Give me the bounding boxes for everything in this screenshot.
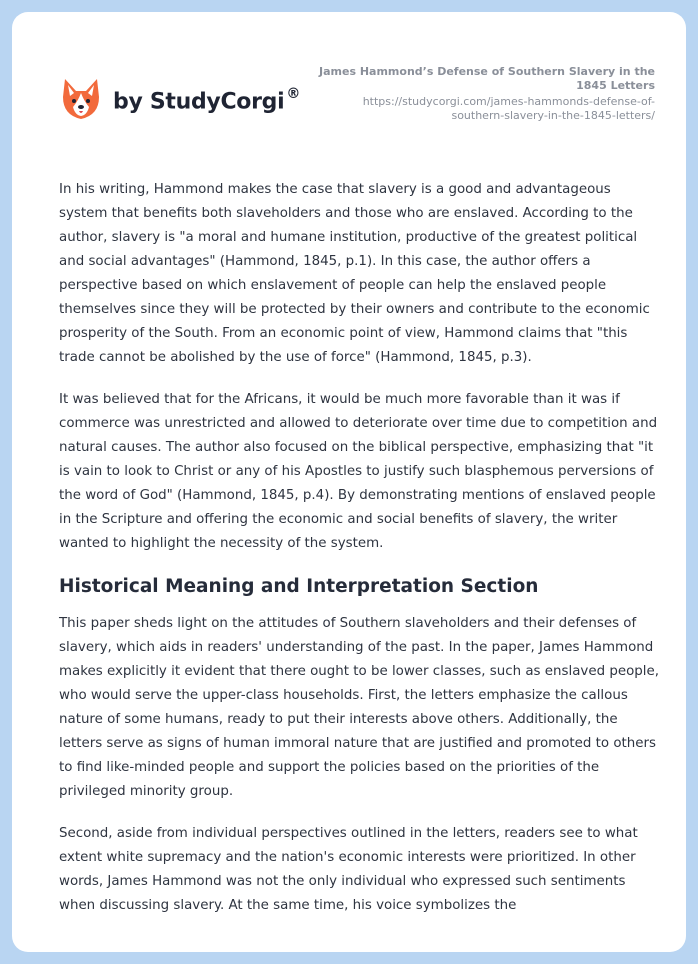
document-title: James Hammond’s Defense of Southern Slavery in the 1845 Letters <box>319 65 655 92</box>
brand-name: by StudyCorgi ® <box>113 85 301 115</box>
document-url[interactable]: https://studycorgi.com/james-hammonds-defense-of-southern-slavery-in-the-1845-letters/ <box>362 95 655 122</box>
document-page <box>12 12 686 952</box>
article-body <box>59 178 659 936</box>
paragraph: Second, aside from individual perspectives outlined in the letters, readers see to what extent white supremacy and the nation's economic interests were prioritized. In other words, James Hammond was not the only individual who expressed such sentiments when discussing slavery. At the same time, his voice symbolizes the <box>59 826 638 913</box>
registered-mark: ® <box>286 85 301 102</box>
section-heading: Historical Meaning and Interpretation Section <box>59 576 539 597</box>
corgi-icon <box>61 77 101 121</box>
paragraph: It was believed that for the Africans, it would be much more favorable than it was if commerce was unrestricted and allowed to deteriorate over time due to competition and natural causes. The author also focused on the biblical perspective, emphasizing that "it is vain to look to Christ or any of his Apostles to justify such blasphemous perversions of the word of God" (Hammond, 1845, p.4). By demonstrating mentions of enslaved people in the Scripture and offering the economic and social benefits of slavery, the writer wanted to highlight the necessity of the system. <box>59 392 658 551</box>
studycorgi-logo[interactable] <box>61 77 300 121</box>
paragraph: This paper sheds light on the attitudes of Southern slaveholders and their defenses of slavery, which aids in readers' understanding of the past. In the paper, James Hammond makes explicitly it evident that there ought to be lower classes, such as enslaved people, who would serve the upper-class households. First, the letters emphasize the callous nature of some humans, ready to put their interests above others. Additionally, the letters serve as signs of human immoral nature that are justified and promoted to others to find like-minded people and support the policies based on the priorities of the privileged minority group. <box>59 616 659 799</box>
document-meta <box>315 65 655 123</box>
paragraph: In his writing, Hammond makes the case that slavery is a good and advantageous system that benefits both slaveholders and those who are enslaved. According to the author, slavery is "a moral and humane institution, productive of the greatest political and social advantages" (Hammond, 1845, p.1). In this case, the author offers a perspective based on which enslavement of people can help the enslaved people themselves since they will be protected by their owners and contribute to the economic prosperity of the South. From an economic point of view, Hammond claims that "this trade cannot be abolished by the use of force" (Hammond, 1845, p.3). <box>59 182 650 365</box>
